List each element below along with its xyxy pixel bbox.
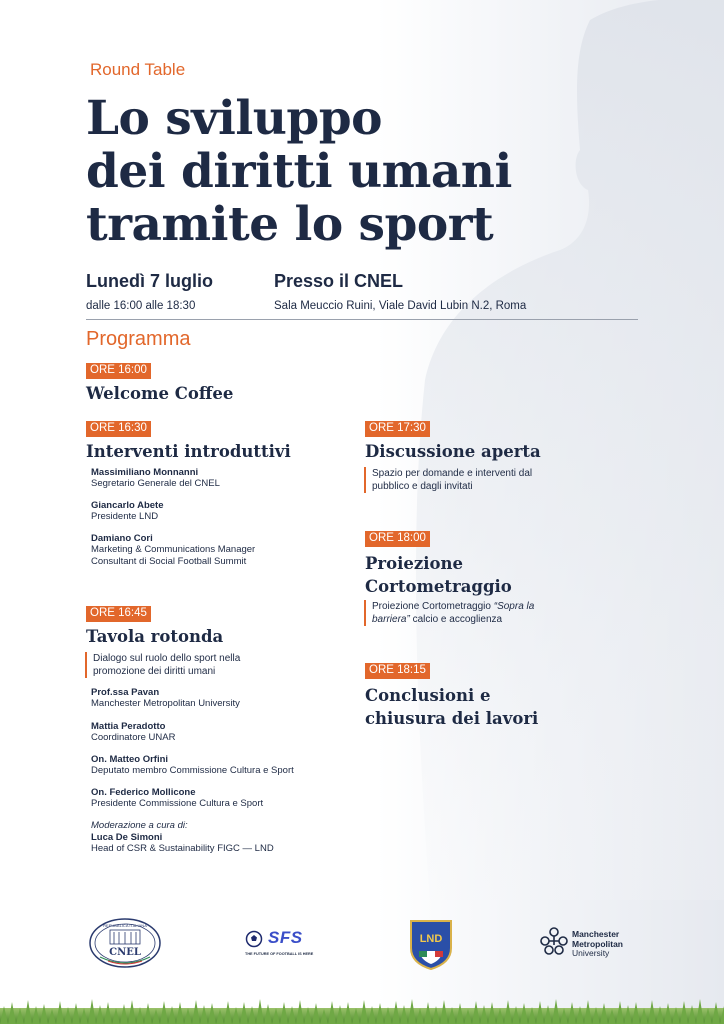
cnel-logo — [88, 917, 162, 969]
session-title: Discussione aperta — [365, 442, 541, 461]
speaker-role: Presidente Commissione Cultura e Sport — [91, 798, 264, 809]
title-line: Cortometraggio — [365, 577, 512, 596]
session-description — [85, 652, 240, 678]
speaker-role: Presidente LND — [91, 511, 159, 522]
description-text: Proiezione Cortometraggio — [372, 601, 494, 612]
title-line: tramite lo sport — [86, 197, 494, 252]
session-title — [365, 684, 538, 730]
moderation-label: Moderazione a cura di: — [91, 820, 188, 831]
speaker — [91, 787, 263, 810]
mmu-line: University — [572, 948, 610, 958]
session-conclusions — [365, 660, 538, 730]
description-line: pubblico e dagli invitati — [372, 481, 473, 492]
speaker-role: Consultant di Social Football Summit — [91, 556, 247, 567]
speaker-name: On. Matteo Orfini — [91, 754, 169, 765]
description-line: Spazio per domande e interventi dal — [372, 468, 533, 479]
title-line: Conclusioni e — [365, 686, 491, 705]
mmu-line: Manchester — [572, 929, 620, 939]
event-type-label: Round Table — [90, 60, 186, 79]
speaker-name: Massimiliano Monnanni — [91, 467, 199, 478]
speaker-name: Mattia Peradotto — [91, 721, 166, 732]
session-title: Tavola rotonda — [86, 627, 224, 646]
speaker — [91, 500, 164, 523]
speaker — [91, 721, 175, 744]
moderator-name: Luca De Simoni — [91, 832, 163, 843]
page-title — [86, 92, 606, 251]
session-welcome — [86, 360, 233, 403]
speaker-role: Coordinatore UNAR — [91, 732, 176, 743]
speaker — [91, 687, 240, 710]
sfs-wordmark: SFS — [268, 928, 303, 947]
mmu-line: Metropolitan — [572, 938, 623, 949]
title-line: Proiezione — [365, 554, 464, 573]
time-badge: ORE 16:00 — [86, 363, 151, 379]
time-badge: ORE 17:30 — [365, 421, 430, 437]
session-round-table — [86, 603, 223, 646]
speaker-role: Marketing & Communications Manager — [91, 544, 256, 555]
speaker-name: Giancarlo Abete — [91, 500, 164, 511]
speaker-name: Damiano Cori — [91, 533, 153, 544]
title-line: dei diritti umani — [86, 144, 512, 199]
sfs-logo — [245, 928, 345, 964]
grass-border — [0, 984, 724, 1024]
time-badge: ORE 16:30 — [86, 421, 151, 437]
lnd-shield-icon — [408, 918, 454, 970]
mmu-wordmark — [572, 930, 623, 959]
session-discussion — [365, 418, 541, 461]
description-line — [372, 600, 534, 613]
moderator-role: Head of CSR & Sustainability FIGC — LND — [91, 843, 274, 854]
session-description — [364, 467, 532, 493]
description-line: Dialogo sul ruolo dello sport nella — [93, 653, 241, 664]
moderation — [91, 820, 274, 855]
event-address: Sala Meuccio Ruini, Viale David Lubin N.2, Roma — [274, 300, 527, 312]
title-line: Lo sviluppo — [86, 91, 382, 146]
lnd-wordmark: LND — [419, 933, 443, 945]
sfs-tagline: THE FUTURE OF FOOTBALL IS HERE — [245, 952, 314, 956]
mmu-emblem-icon — [538, 925, 570, 957]
speaker-role: Deputato membro Commissione Cultura e Sport — [91, 765, 294, 776]
speaker — [91, 467, 220, 490]
event-time: dalle 16:00 alle 18:30 — [86, 300, 196, 312]
speaker-name: On. Federico Mollicone — [91, 787, 196, 798]
description-line: promozione dei diritti umani — [93, 666, 216, 677]
programme-heading: Programma — [86, 328, 191, 350]
session-intro — [86, 418, 291, 461]
session-title: Interventi introduttivi — [86, 442, 291, 461]
description-line — [372, 613, 534, 626]
speaker-role: Segretario Generale del CNEL — [91, 478, 220, 489]
session-title — [365, 552, 512, 598]
speaker — [91, 533, 255, 568]
event-date: Lunedì 7 luglio — [86, 271, 213, 291]
speaker-role: Manchester Metropolitan University — [91, 698, 240, 709]
speaker-name: Prof.ssa Pavan — [91, 687, 160, 698]
film-title: barriera” — [372, 614, 410, 625]
cnel-wordmark: CNEL — [109, 947, 141, 958]
event-venue: Presso il CNEL — [274, 271, 404, 291]
divider — [86, 319, 638, 320]
time-badge: ORE 16:45 — [86, 606, 151, 622]
description-text: calcio e accoglienza — [409, 614, 503, 625]
session-screening — [365, 528, 512, 598]
session-description — [364, 600, 534, 626]
film-title: “Sopra la — [493, 601, 535, 612]
time-badge: ORE 18:15 — [365, 663, 430, 679]
mmu-logo — [538, 925, 648, 965]
session-title: Welcome Coffee — [86, 384, 234, 403]
lnd-logo — [408, 918, 454, 970]
time-badge: ORE 18:00 — [365, 531, 430, 547]
speaker — [91, 754, 294, 777]
cnel-seal-icon — [88, 917, 162, 969]
title-line: chiusura dei lavori — [365, 709, 539, 728]
cnel-seal-text: REPUBBLICA ITALIANA — [103, 923, 147, 928]
